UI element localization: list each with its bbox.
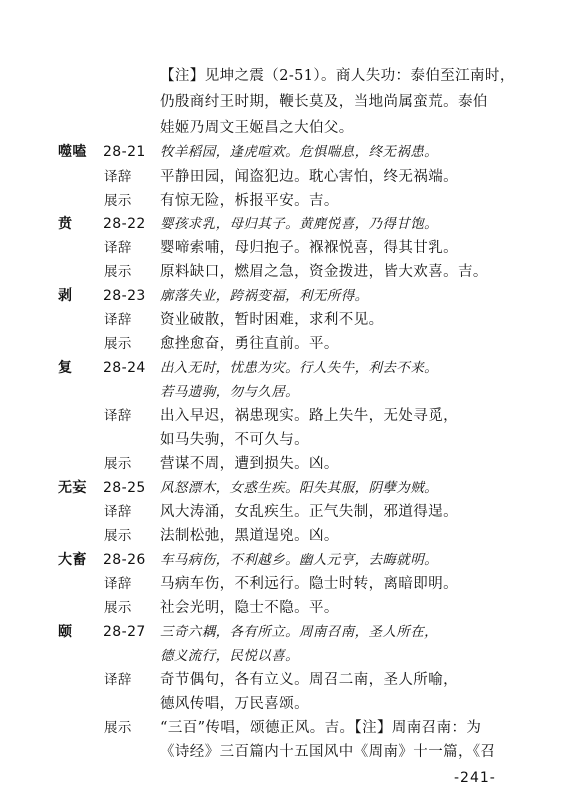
display-label: 展示 bbox=[104, 264, 132, 280]
display-text: 愈挫愈奋，勇往直前。平。 bbox=[160, 336, 339, 352]
display-text: 《诗经》三百篇内十五国风中《周南》十一篇，《召 bbox=[160, 744, 496, 760]
translation-text: 德风传唱，万民喜颂。 bbox=[160, 696, 309, 712]
translation-label: 译辞 bbox=[104, 169, 132, 185]
display-label: 展示 bbox=[104, 528, 132, 544]
display-label: 展示 bbox=[104, 456, 132, 472]
hexagram-name: 复 bbox=[58, 360, 73, 376]
original-verse: 车马病伤，不利越乡。幽人元亨，去晦就明。 bbox=[160, 552, 438, 568]
display-text: 法制松弛，黑道逞兇。凶。 bbox=[160, 528, 339, 544]
translation-label: 译辞 bbox=[104, 312, 132, 328]
original-verse: 风怒漂木，女惑生疾。阳失其服，阴孽为贼。 bbox=[160, 480, 438, 496]
translation-text: 出入早迟，祸患现实。路上失牛，无处寻觅， bbox=[160, 408, 458, 424]
display-label: 展示 bbox=[104, 336, 132, 352]
display-label: 展示 bbox=[104, 720, 132, 736]
display-label: 展示 bbox=[104, 600, 132, 616]
translation-text: 平静田园，闻盗犯边。耽心害怕，终无祸端。 bbox=[160, 169, 458, 185]
translation-text: 婴啼索哺，母归抱子。褓褓悦喜，得其甘乳。 bbox=[160, 240, 458, 256]
translation-label: 译辞 bbox=[104, 672, 132, 688]
display-text: “三百”传唱，颂德正风。吉。【注】周南召南：为 bbox=[160, 720, 482, 736]
entry-number: 28-22 bbox=[103, 216, 146, 232]
display-text: 营谋不周，遭到损失。凶。 bbox=[160, 456, 339, 472]
entry-number: 28-24 bbox=[103, 360, 146, 376]
entry-number: 28-26 bbox=[103, 552, 146, 568]
hexagram-name: 贲 bbox=[58, 216, 73, 232]
display-text: 原料缺口，燃眉之急，资金拨进，皆大欢喜。吉。 bbox=[160, 264, 488, 280]
hexagram-name: 无妄 bbox=[58, 480, 87, 496]
translation-text: 资业破散，暂时困难，求利不见。 bbox=[160, 312, 384, 328]
hexagram-name: 颐 bbox=[58, 624, 73, 640]
original-verse: 牧羊稻园，逢虎喧欢。危惧喘息，终无祸患。 bbox=[160, 144, 438, 160]
original-verse: 廓落失业，跨祸变福，利无所得。 bbox=[160, 288, 369, 304]
original-verse: 德义流行，民悦以喜。 bbox=[160, 648, 299, 664]
original-verse: 三奇六耦，各有所立。周南召南，圣人所在， bbox=[160, 624, 438, 640]
translation-label: 译辞 bbox=[104, 576, 132, 592]
top-note-line: 【注】见坤之震（2-51）。商人失功：泰伯至江南时， bbox=[160, 68, 515, 84]
page-number: -241- bbox=[454, 770, 496, 786]
original-verse: 若马遗驹，勿与久居。 bbox=[160, 384, 299, 400]
top-note-line: 娃姬乃周文王姬昌之大伯父。 bbox=[160, 120, 354, 136]
display-label: 展示 bbox=[104, 193, 132, 209]
hexagram-name: 噬嗑 bbox=[58, 144, 87, 160]
translation-label: 译辞 bbox=[104, 240, 132, 256]
translation-label: 译辞 bbox=[104, 504, 132, 520]
entry-number: 28-27 bbox=[103, 624, 146, 640]
hexagram-name: 剥 bbox=[58, 288, 73, 304]
original-verse: 出入无时，忧患为灾。行人失牛，利去不来。 bbox=[160, 360, 438, 376]
translation-text: 风大涛涌，女乱疾生。正气失制，邪道得逞。 bbox=[160, 504, 458, 520]
translation-text: 奇节偶句，各有立义。周召二南，圣人所喻， bbox=[160, 672, 458, 688]
display-text: 有惊无险，柝报平安。吉。 bbox=[160, 193, 339, 209]
original-verse: 婴孩求乳，母归其子。黄麂悦喜，乃得甘饱。 bbox=[160, 216, 438, 232]
display-text: 社会光明，隐士不隐。平。 bbox=[160, 600, 339, 616]
entry-number: 28-25 bbox=[103, 480, 146, 496]
entry-number: 28-23 bbox=[103, 288, 146, 304]
top-note-line: 仍殷商纣王时期，鞭长莫及，当地尚属蛮荒。泰伯 bbox=[160, 94, 488, 110]
translation-label: 译辞 bbox=[104, 408, 132, 424]
translation-text: 马病车伤，不利远行。隐士时转，离暗即明。 bbox=[160, 576, 458, 592]
entry-number: 28-21 bbox=[103, 144, 146, 160]
hexagram-name: 大畜 bbox=[58, 552, 87, 568]
translation-text: 如马失驹，不可久与。 bbox=[160, 432, 309, 448]
